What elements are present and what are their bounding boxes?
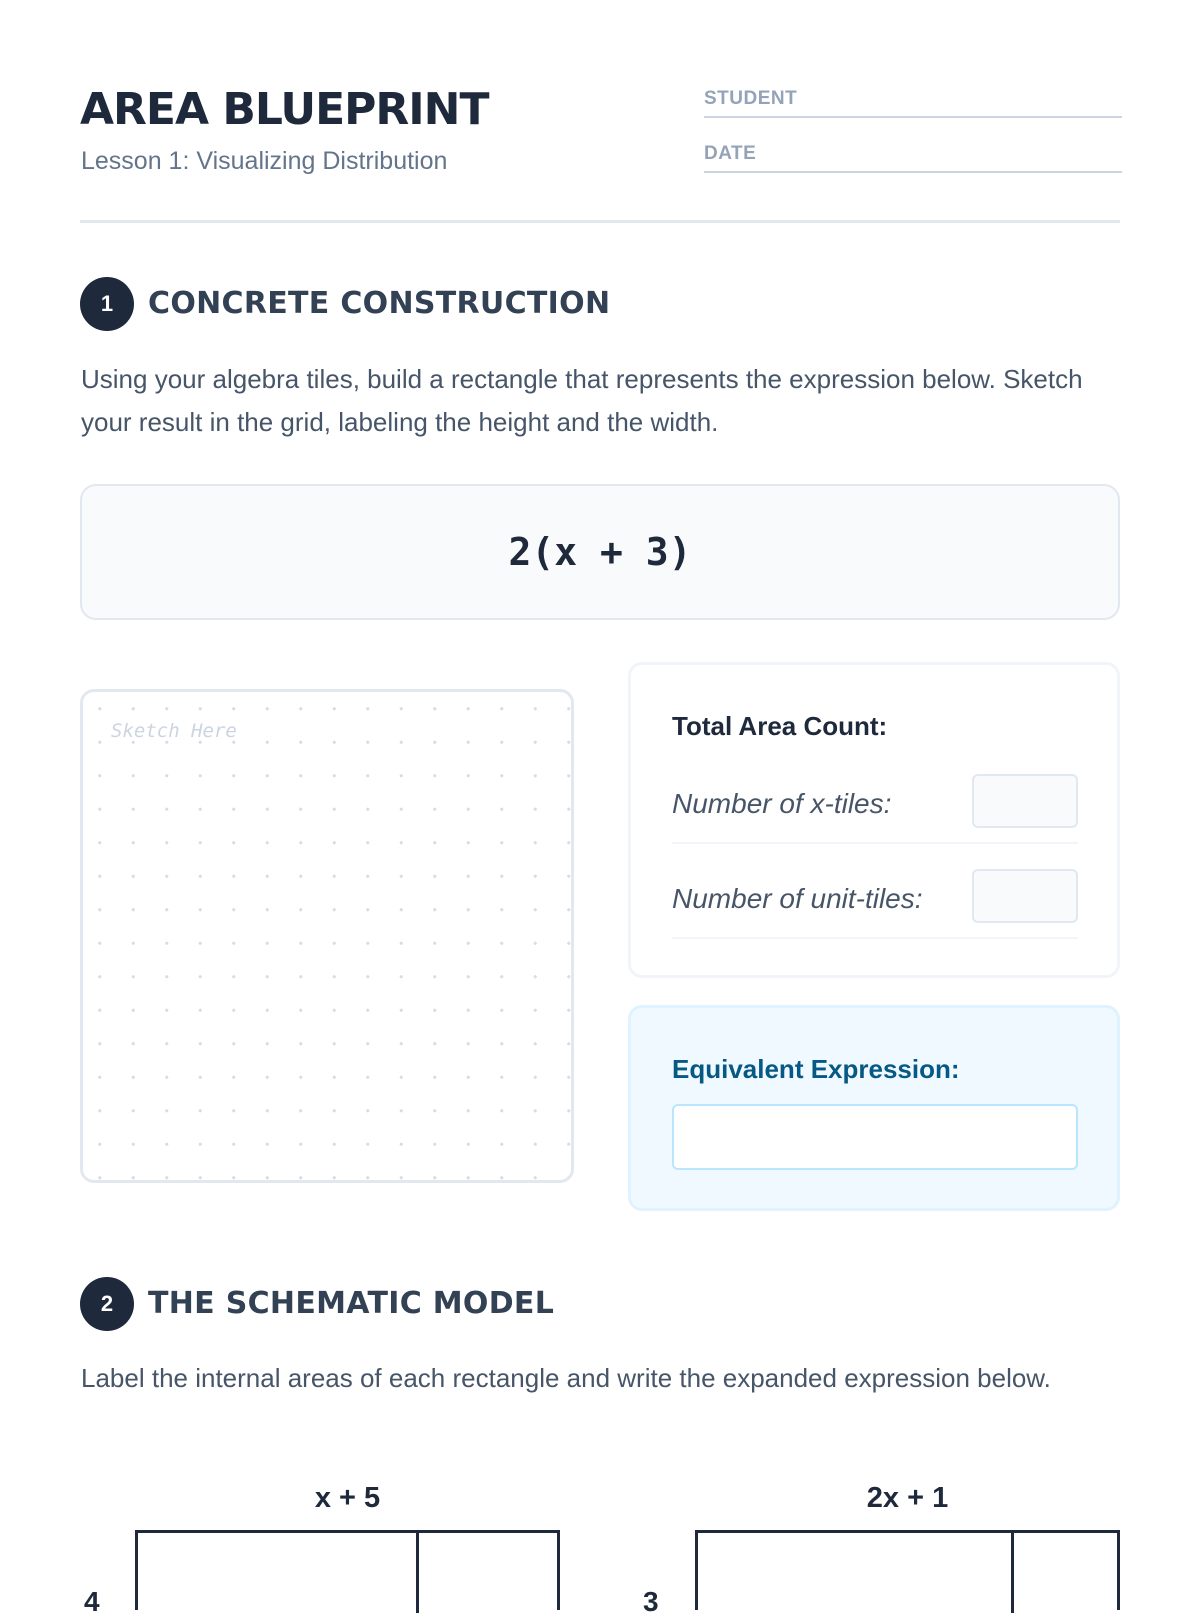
area-count-panel xyxy=(628,662,1120,978)
date-field[interactable] xyxy=(704,143,1122,173)
x-tiles-row xyxy=(672,774,1078,844)
lesson-subtitle: Lesson 1: Visualizing Distribution xyxy=(81,147,448,175)
section-2-number: 2 xyxy=(80,1277,134,1331)
area-model-2-divider xyxy=(1011,1533,1014,1613)
x-tiles-input[interactable] xyxy=(972,774,1078,828)
expression-card xyxy=(80,484,1120,620)
header-divider xyxy=(80,220,1120,223)
section-1-title: CONCRETE CONSTRUCTION xyxy=(148,286,611,321)
target-expression: 2(x + 3) xyxy=(508,530,692,574)
area-model-1[interactable] xyxy=(135,1530,560,1610)
section-2-instructions: Label the internal areas of each rectangle and write the expanded expression below. xyxy=(81,1363,1051,1393)
sketch-placeholder: Sketch Here xyxy=(111,720,237,742)
equivalent-expression-title: Equivalent Expression: xyxy=(672,1054,960,1084)
unit-tiles-label: Number of unit-tiles: xyxy=(672,883,923,914)
x-tiles-label: Number of x-tiles: xyxy=(672,788,892,819)
model-2-height-label: 3 xyxy=(643,1586,659,1617)
unit-tiles-input[interactable] xyxy=(972,869,1078,923)
equivalent-expression-panel xyxy=(628,1005,1120,1211)
page-title: AREA BLUEPRINT xyxy=(80,84,489,135)
model-2-width-label: 2x + 1 xyxy=(866,1482,949,1514)
section-1-instructions: Using your algebra tiles, build a rectangle that represents the expression below. Sketch your result in the grid, labeling the height and the width. xyxy=(81,364,1083,437)
student-name-field[interactable] xyxy=(704,88,1122,118)
student-label: STUDENT xyxy=(704,88,798,109)
area-model-2[interactable] xyxy=(695,1530,1120,1610)
model-1-height-label: 4 xyxy=(84,1586,100,1617)
unit-tiles-row xyxy=(672,869,1078,939)
area-model-1-divider xyxy=(416,1533,419,1613)
model-1-width-label: x + 5 xyxy=(314,1482,381,1514)
sketch-grid[interactable] xyxy=(80,689,574,1183)
equivalent-expression-input[interactable] xyxy=(672,1104,1078,1170)
area-count-title: Total Area Count: xyxy=(672,711,888,741)
date-label: DATE xyxy=(704,143,757,164)
section-2-title: THE SCHEMATIC MODEL xyxy=(148,1286,555,1321)
section-1-number: 1 xyxy=(80,277,134,331)
